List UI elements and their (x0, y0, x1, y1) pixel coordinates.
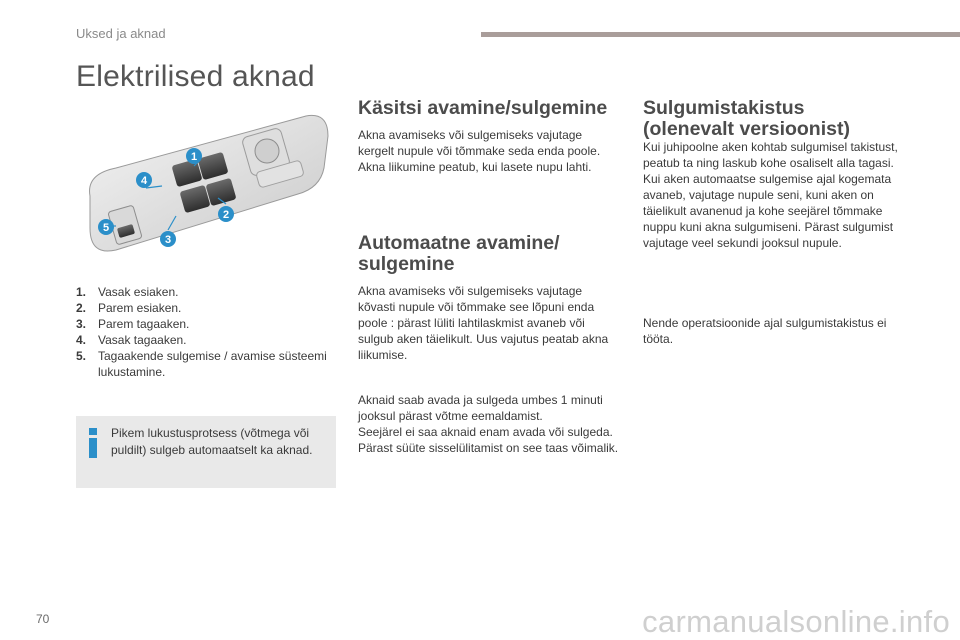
callout-1-label: 1 (190, 151, 198, 163)
antipinch-text-1: Kui juhipoolne aken kohtab sulgumisel takistust, peatub ta ning laskub kohe osaliselt alla tagasi. (643, 140, 898, 170)
legend-number: 4. (76, 333, 87, 347)
antipinch-text-2: Kui aken automaatse sulgemise ajal kogemata avaneb, vajutage nupule seni, kuni aken on täielikult avanenud ja kohe seejärel tõmmake nuppu kuni akna sulgumiseni. Pärast sulgumist vajutage veel sekundi jooksul nupule. (643, 172, 894, 250)
page-title: Elektrilised aknad (76, 60, 315, 93)
auto-heading-line1: Automaatne avamine/ (358, 232, 560, 254)
legend-text: Parem tagaaken. (98, 317, 190, 331)
legend-item (76, 300, 338, 316)
manual-heading: Käsitsi avamine/sulgemine (358, 97, 608, 119)
legend-number: 2. (76, 301, 87, 315)
switch-legend (76, 284, 338, 380)
auto-minute-text-1: Aknaid saab avada ja sulgeda umbes 1 minuti jooksul pärast võtme eemaldamist. (358, 393, 603, 423)
antipinch-text-3: Nende operatsioonide ajal sulgumistakistus ei tööta. (643, 316, 887, 346)
antipinch-heading-line1: Sulgumistakistus (643, 97, 805, 119)
window-switch-illustration (76, 108, 338, 276)
header-bar (481, 32, 960, 37)
auto-minute-text-2: Seejärel ei saa aknaid enam avada või sulgeda. Pärast süüte sisselülitamist on see taas võimalik. (358, 425, 619, 455)
legend-text: Tagaakende sulgemise / avamise süsteemi lukustamine. (98, 349, 327, 379)
info-icon (86, 428, 100, 458)
legend-number: 5. (76, 349, 87, 363)
callout-4-label: 4 (140, 175, 148, 187)
antipinch-heading (643, 98, 903, 140)
legend-text: Vasak esiaken. (98, 285, 179, 299)
header-section-title: Uksed ja aknad (76, 26, 166, 41)
callout-2-label: 2 (222, 209, 230, 221)
legend-text: Parem esiaken. (98, 301, 182, 315)
manual-text: Akna avamiseks või sulgemiseks vajutage kergelt nupule või tõmmake seda enda poole. Akna liikumine peatub, kui lasete nupu lahti. (358, 128, 601, 174)
info-text: Pikem lukustusprotsess (võtmega või puldilt) sulgeb automaatselt ka aknad. (111, 426, 313, 457)
auto-text: Akna avamiseks või sulgemiseks vajutage kõvasti nupule või tõmmake see lõpuni enda poole : pärast lüliti lahtilaskmist avaneb või sulgub aken täielikult. Uus vajutus peatab akna liikumise. (358, 284, 609, 362)
legend-number: 3. (76, 317, 87, 331)
auto-heading-line2: sulgemine (358, 253, 455, 275)
watermark: carmanualsonline.info (642, 604, 950, 639)
auto-heading (358, 233, 618, 275)
legend-number: 1. (76, 285, 87, 299)
info-box (76, 416, 336, 488)
callout-3-label: 3 (164, 234, 172, 246)
callout-5-label: 5 (102, 222, 110, 234)
legend-text: Vasak tagaaken. (98, 333, 187, 347)
legend-item (76, 284, 338, 300)
page-number: 70 (36, 612, 50, 626)
window-switch-figure (76, 108, 338, 276)
legend-item (76, 316, 338, 332)
legend-item (76, 332, 338, 348)
antipinch-heading-line2: (olenevalt versioonist) (643, 118, 850, 140)
legend-item (76, 348, 338, 380)
